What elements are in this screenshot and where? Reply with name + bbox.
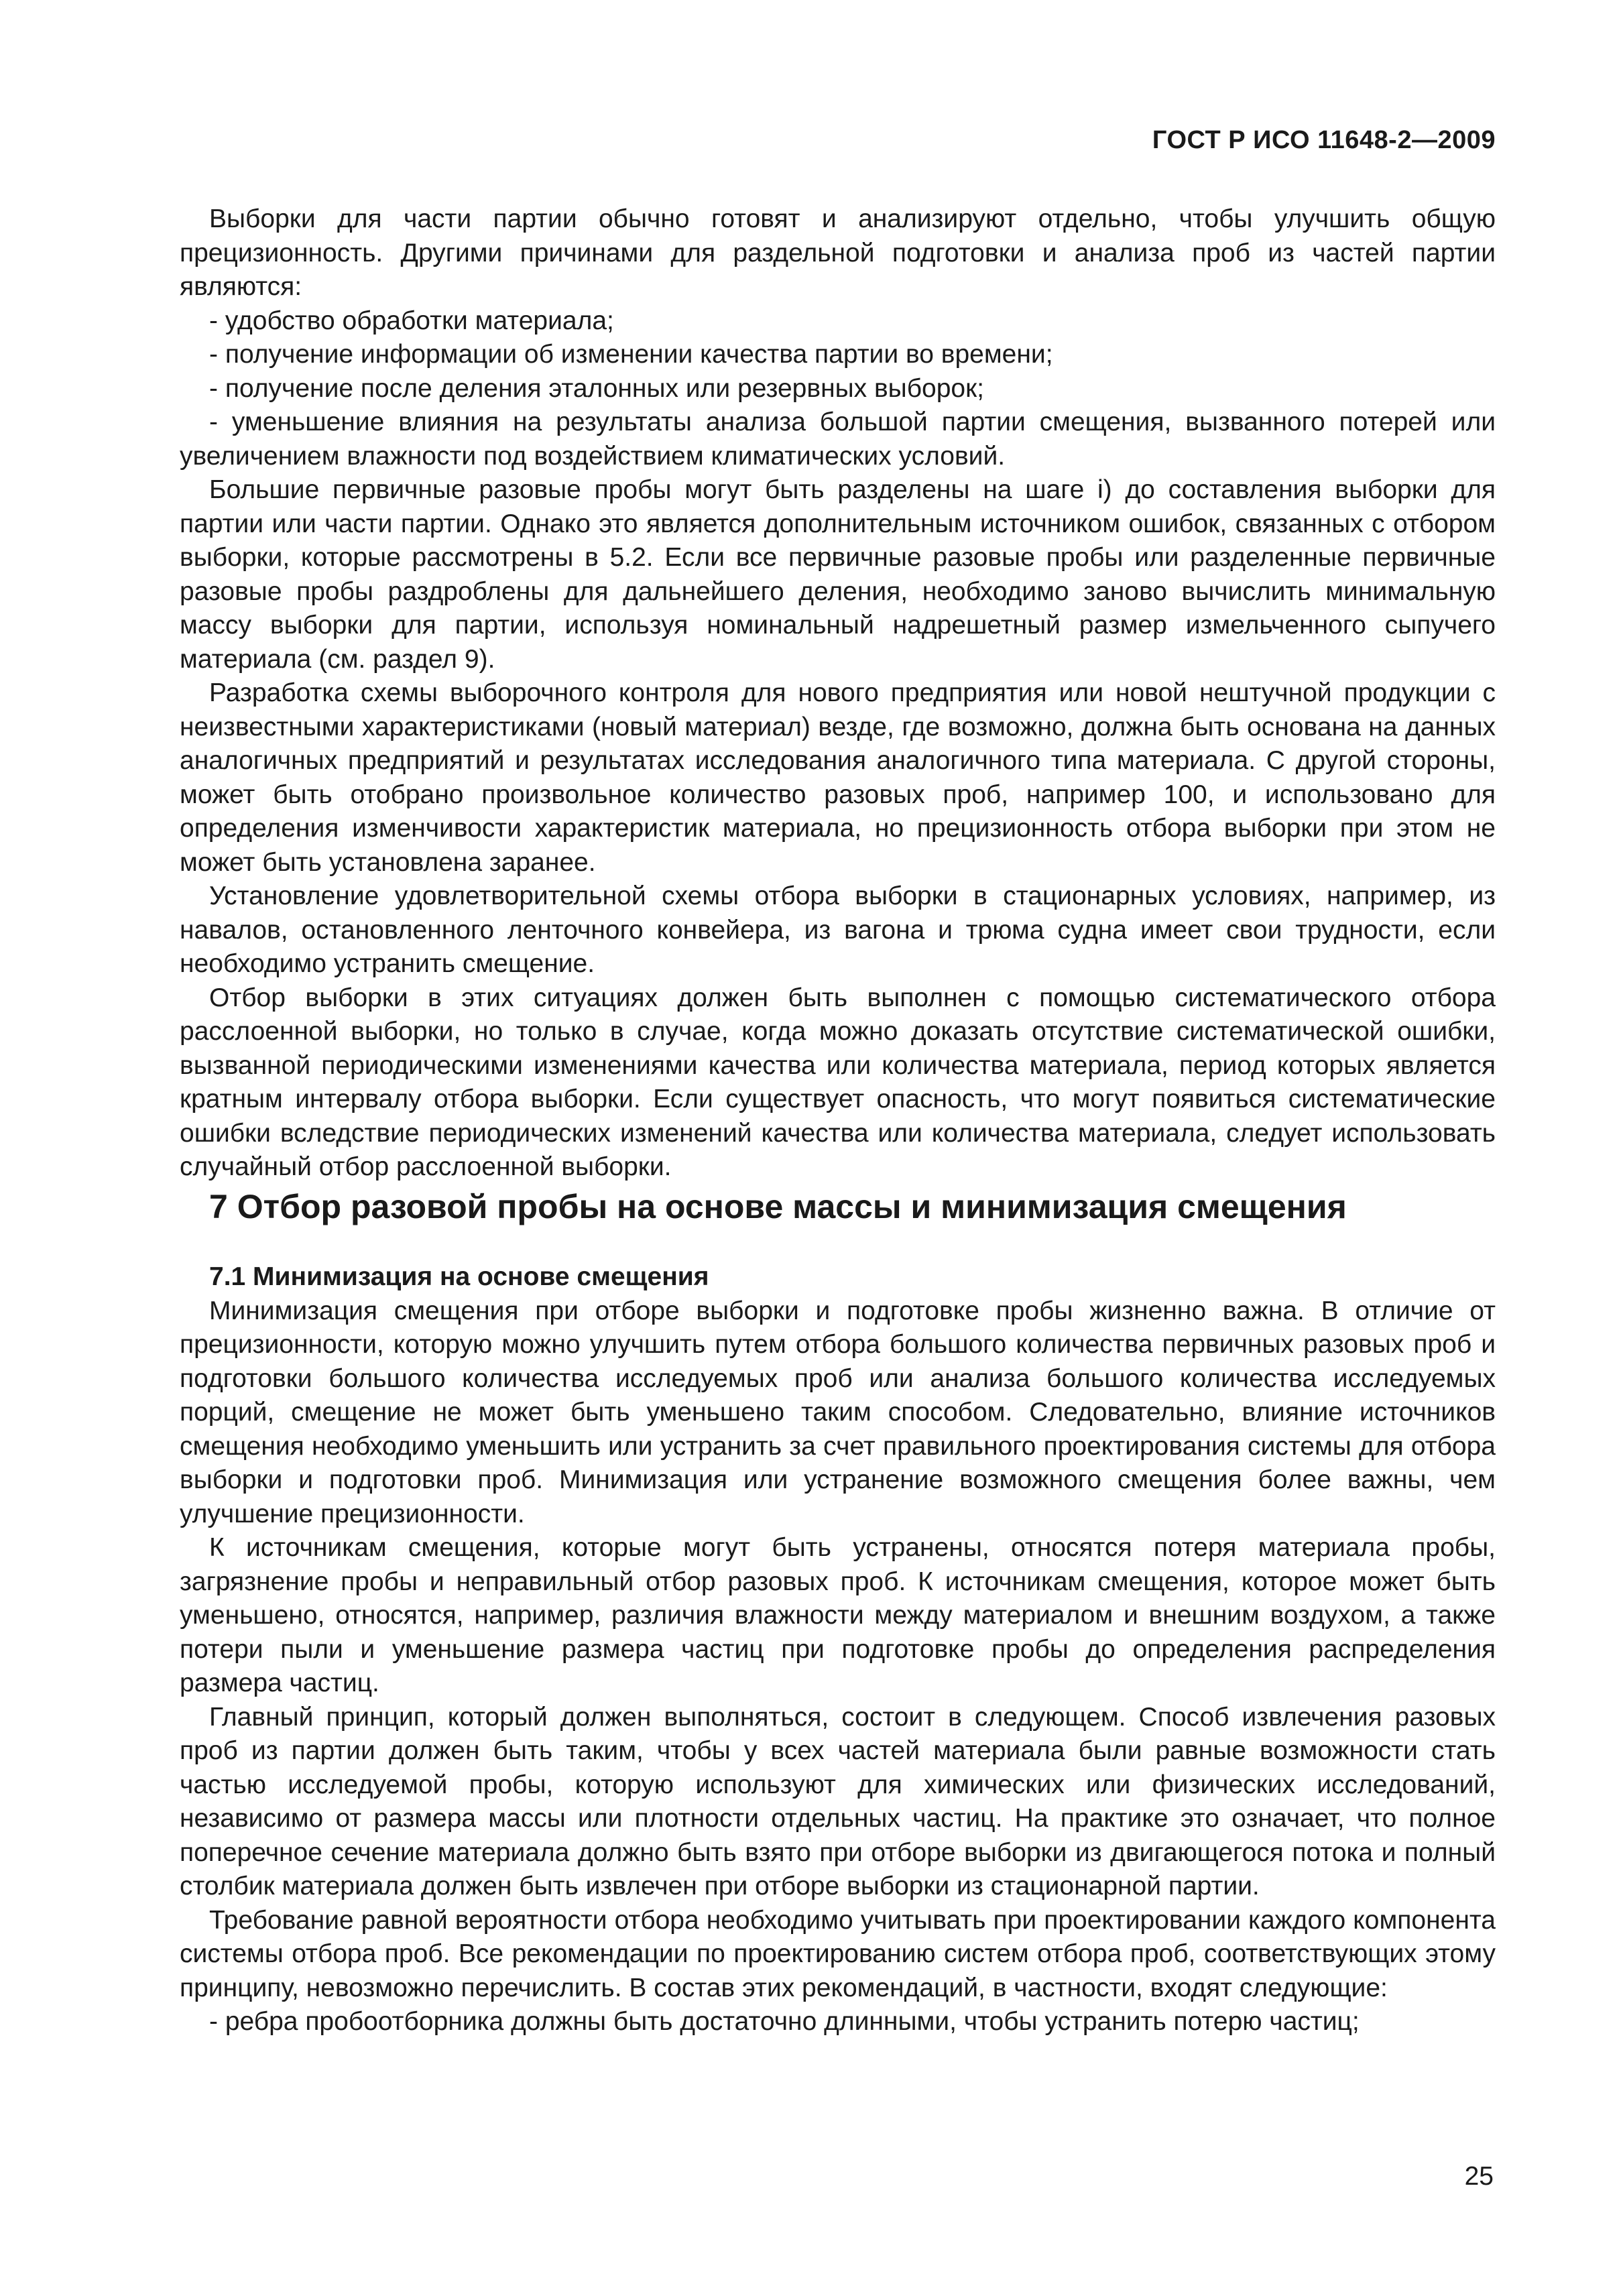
list-item: - ребра пробоотборника должны быть достаточно длинными, чтобы устранить потерю частиц; [209, 2007, 1360, 2036]
paragraph: Разработка схемы выборочного контроля для нового предприятия или новой нештучной продукции с неизвестными характеристиками (новый материал) везде, где возможно, должна быть основана на данных аналогичных предприятий и результатах исследования аналогичного типа материала. С другой стороны, может быть отобрано произвольное количество разовых проб, например 100, и использовано для определения изменчивости характеристик материала, но прецизионность отбора выборки при этом не может быть установлена заранее. [180, 678, 1496, 877]
paragraph: Выборки для части партии обычно готовят и анализируют отдельно, чтобы улучшить общую прецизионность. Другими причинами для раздельной подготовки и анализа проб из частей партии являются: [180, 204, 1496, 301]
section-7 [180, 1187, 1496, 1227]
text-block-top [180, 202, 1496, 1185]
text-block-bottom [180, 1260, 1496, 2039]
paragraph: Минимизация смещения при отборе выборки и подготовке пробы жизненно важна. В отличие от прецизионности, которую можно улучшить путем отбора большого количества первичных разовых проб и подготовки большого количества исследуемых проб или анализа большого количества исследуемых порций, смещение не может быть уменьшено таким способом. Следовательно, влияние источников смещения необходимо уменьшить или устранить за счет правильного проектирования системы для отбора выборки и подготовки проб. Минимизация или устранение возможного смещения более важны, чем улучшение прецизионности. [180, 1296, 1496, 1528]
subsection-title: 7.1 Минимизация на основе смещения [209, 1262, 709, 1291]
paragraph: Установление удовлетворительной схемы отбора выборки в стационарных условиях, например, из навалов, остановленного ленточного конвейера, из вагона и трюма судна имеет свои трудности, если необходимо устранить смещение. [180, 882, 1496, 978]
list-item: - получение после деления эталонных или резервных выборок; [209, 373, 985, 403]
list-item: - удобство обработки материала; [209, 306, 614, 335]
section-title: 7 Отбор разовой пробы на основе массы и минимизация смещения [209, 1188, 1347, 1225]
paragraph: Главный принцип, который должен выполняться, состоит в следующем. Способ извлечения разовых проб из партии должен быть таким, чтобы у всех частей материала были равные возможности стать частью исследуемой пробы, которую используют для химических или физических исследований, независимо от размера массы или плотности отдельных частиц. На практике это означает, что полное поперечное сечение материала должно быть взято при отборе выборки из двигающегося потока и полный столбик материала должен быть извлечен при отборе выборки из стационарной партии. [180, 1702, 1496, 1900]
page-number: 25 [1464, 2162, 1494, 2191]
paragraph: Большие первичные разовые пробы могут быть разделены на шаге i) до составления выборки для партии или части партии. Однако это является дополнительным источником ошибок, связанных с отбором выборки, которые рассмотрены в 5.2. Если все первичные разовые пробы или разделенные первичные разовые пробы раздроблены для дальнейшего деления, необходимо заново вычислить минимальную массу выборки для партии, используя номинальный надрешетный размер измельченного сыпучего материала (см. раздел 9). [180, 475, 1496, 674]
document-code-header: ГОСТ Р ИСО 11648-2—2009 [1152, 126, 1496, 154]
paragraph: Отбор выборки в этих ситуациях должен быть выполнен с помощью систематического отбора расслоенной выборки, но только в случае, когда можно доказать отсутствие систематической ошибки, вызванной периодическими изменениями качества или количества материала, период которых является кратным интервалу отбора выборки. Если существует опасность, что могут появиться систематические ошибки вследствие периодических изменений качества или количества материала, следует использовать случайный отбор расслоенной выборки. [180, 983, 1496, 1181]
list-item: - получение информации об изменении качества партии во времени; [209, 340, 1053, 369]
paragraph: Требование равной вероятности отбора необходимо учитывать при проектировании каждого компонента системы отбора проб. Все рекомендации по проектированию систем отбора проб, соответствующих этому принципу, невозможно перечислить. В состав этих рекомендаций, в частности, входят следующие: [180, 1905, 1496, 2002]
list-item: - уменьшение влияния на результаты анализа большой партии смещения, вызванного потерей или увеличением влажности под воздействием климатических условий. [180, 408, 1496, 471]
paragraph: К источникам смещения, которые могут быть устранены, относятся потеря материала пробы, загрязнение пробы и неправильный отбор разовых проб. К источникам смещения, которое может быть уменьшено, относятся, например, различия влажности между материалом и внешним воздухом, а также потери пыли и уменьшение размера частиц при подготовке пробы до определения распределения размера частиц. [180, 1533, 1496, 1697]
